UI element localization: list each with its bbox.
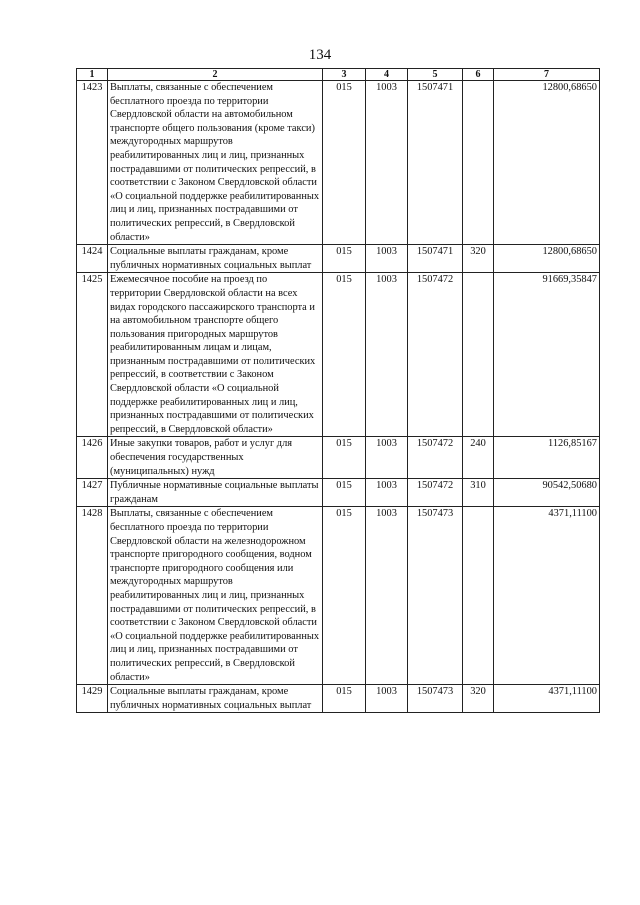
ministry-code: 015 <box>323 507 366 685</box>
expense-type-code: 310 <box>463 479 494 507</box>
column-header: 4 <box>366 69 408 81</box>
row-name: Выплаты, связанные с обеспечением бесплатного проезда по территории Свердловской области на железнодорожном транспорте пригородного сообщения, водном транспорте пригородного сообщения или междугородных маршрутов реабилитированных лиц и лиц, признанных пострадавшими от политических репрессий, в соответствии с Законом Свердловской области «О социальной поддержке реабилитированных лиц и лиц, признанных пострадавшими от политических репрессий, в Свердловской области» <box>108 507 323 685</box>
table-row <box>77 81 600 245</box>
row-number: 1423 <box>77 81 108 245</box>
row-name: Иные закупки товаров, работ и услуг для обеспечения государственных (муниципальных) нужд <box>108 437 323 479</box>
ministry-code: 015 <box>323 685 366 713</box>
column-header: 1 <box>77 69 108 81</box>
section-code: 1003 <box>366 685 408 713</box>
ministry-code: 015 <box>323 479 366 507</box>
section-code: 1003 <box>366 245 408 273</box>
column-header: 7 <box>494 69 600 81</box>
ministry-code: 015 <box>323 245 366 273</box>
section-code: 1003 <box>366 273 408 437</box>
target-code: 1507472 <box>408 479 463 507</box>
amount: 91669,35847 <box>494 273 600 437</box>
expense-type-code: 320 <box>463 685 494 713</box>
column-header: 5 <box>408 69 463 81</box>
expense-type-code: 320 <box>463 245 494 273</box>
row-name: Ежемесячное пособие на проезд по территории Свердловской области на всех видах городского пассажирского транспорта и на автомобильном транспорте общего пользования пригородных маршрутов реабилитированным лицам и лицам, признанным пострадавшими от политических репрессий, в соответствии с Законом Свердловской области «О социальной поддержке реабилитированных лиц и лиц, признанных пострадавшими от политических репрессий, в Свердловской области» <box>108 273 323 437</box>
amount: 12800,68650 <box>494 245 600 273</box>
ministry-code: 015 <box>323 273 366 437</box>
amount: 1126,85167 <box>494 437 600 479</box>
table-row <box>77 245 600 273</box>
expense-type-code <box>463 273 494 437</box>
table-row <box>77 479 600 507</box>
row-name: Социальные выплаты гражданам, кроме публичных нормативных социальных выплат <box>108 685 323 713</box>
section-code: 1003 <box>366 479 408 507</box>
amount: 12800,68650 <box>494 81 600 245</box>
section-code: 1003 <box>366 81 408 245</box>
budget-table <box>76 68 600 713</box>
expense-type-code: 240 <box>463 437 494 479</box>
row-number: 1427 <box>77 479 108 507</box>
section-code: 1003 <box>366 507 408 685</box>
table-row <box>77 437 600 479</box>
row-number: 1429 <box>77 685 108 713</box>
amount: 4371,11100 <box>494 685 600 713</box>
row-number: 1425 <box>77 273 108 437</box>
ministry-code: 015 <box>323 81 366 245</box>
row-number: 1424 <box>77 245 108 273</box>
amount: 4371,11100 <box>494 507 600 685</box>
expense-type-code <box>463 507 494 685</box>
amount: 90542,50680 <box>494 479 600 507</box>
target-code: 1507472 <box>408 273 463 437</box>
expense-type-code <box>463 81 494 245</box>
ministry-code: 015 <box>323 437 366 479</box>
column-header: 3 <box>323 69 366 81</box>
row-number: 1428 <box>77 507 108 685</box>
target-code: 1507472 <box>408 437 463 479</box>
row-name: Выплаты, связанные с обеспечением бесплатного проезда по территории Свердловской области на автомобильном транспорте общего пользования (кроме такси) междугородных маршрутов реабилитированных лиц и лиц, признанных пострадавшими от политических репрессий, в соответствии с Законом Свердловской области «О социальной поддержке реабилитированных лиц и лиц, признанных пострадавшими от политических репрессий, в Свердловской области» <box>108 81 323 245</box>
target-code: 1507471 <box>408 245 463 273</box>
row-name: Публичные нормативные социальные выплаты гражданам <box>108 479 323 507</box>
target-code: 1507473 <box>408 685 463 713</box>
row-name: Социальные выплаты гражданам, кроме публичных нормативных социальных выплат <box>108 245 323 273</box>
column-header: 2 <box>108 69 323 81</box>
target-code: 1507471 <box>408 81 463 245</box>
section-code: 1003 <box>366 437 408 479</box>
table-row <box>77 685 600 713</box>
table-row <box>77 273 600 437</box>
header-row <box>77 69 600 81</box>
row-number: 1426 <box>77 437 108 479</box>
column-header: 6 <box>463 69 494 81</box>
table-row <box>77 507 600 685</box>
page-number: 134 <box>308 47 332 63</box>
target-code: 1507473 <box>408 507 463 685</box>
